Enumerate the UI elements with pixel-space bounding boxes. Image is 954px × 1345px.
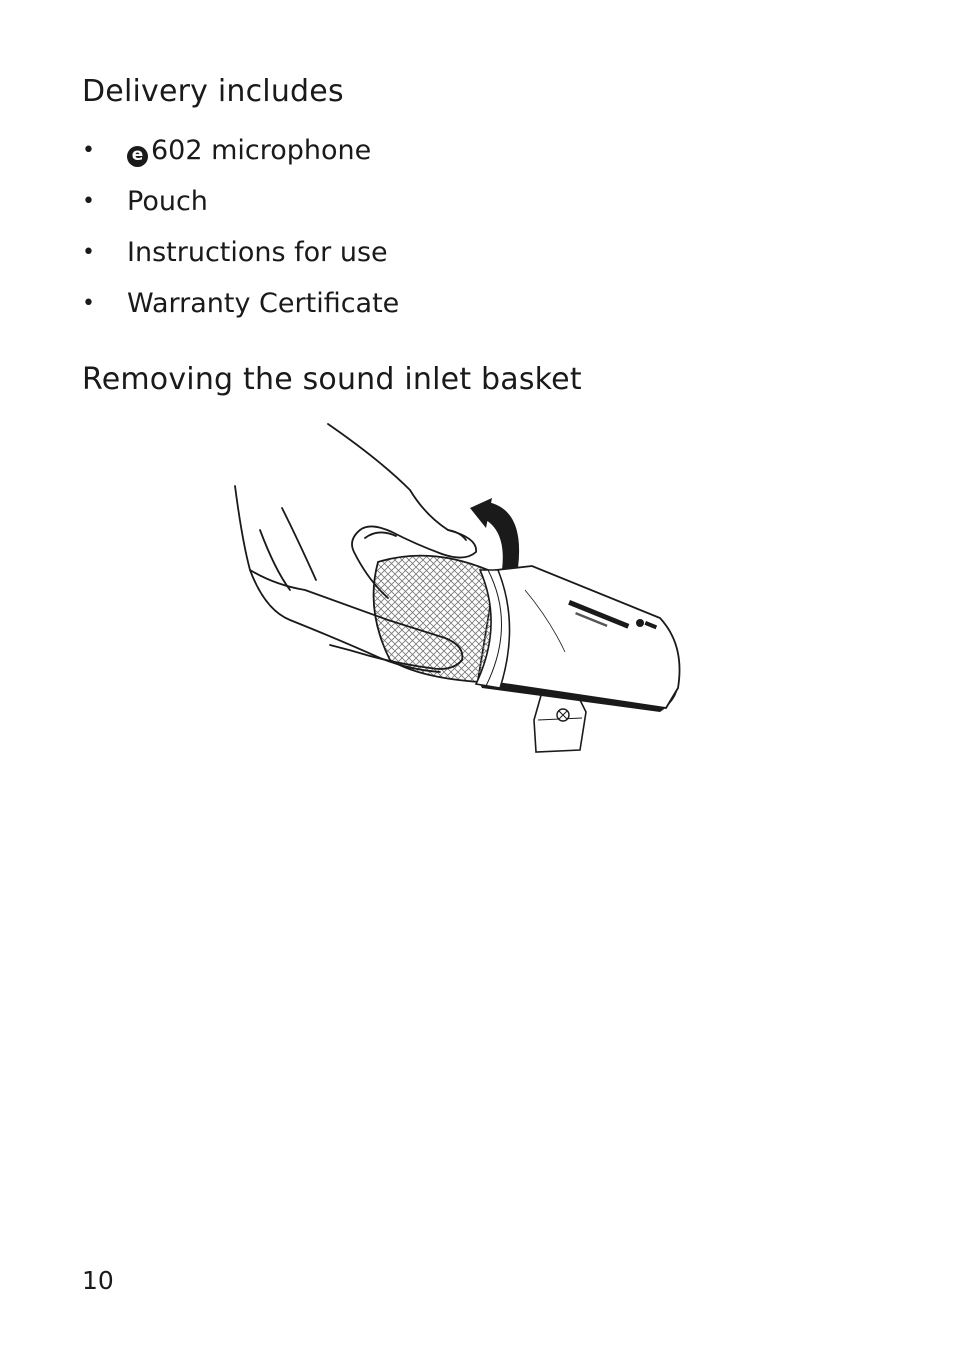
bullet-icon: •: [82, 291, 95, 316]
microphone-basket-removal-illustration: [220, 420, 700, 765]
list-item-text: Warranty Certificate: [127, 288, 400, 319]
bullet-icon: •: [82, 189, 95, 214]
mount-clip: [534, 692, 586, 752]
heading-removing-basket: Removing the sound inlet basket: [82, 362, 582, 397]
list-item: [82, 132, 399, 183]
rotate-arrow-icon: [470, 498, 519, 570]
evolution-logo-icon: e: [127, 146, 148, 167]
list-item-text: Instructions for use: [127, 237, 388, 268]
page-number: 10: [82, 1266, 114, 1295]
list-item-text: e 602 microphone: [127, 132, 371, 170]
bullet-icon: •: [82, 240, 95, 265]
heading-delivery-includes: Delivery includes: [82, 74, 344, 109]
list-item: [82, 234, 399, 285]
list-item: [82, 285, 399, 336]
list-item: [82, 183, 399, 234]
bullet-icon: •: [82, 138, 95, 163]
delivery-list: [82, 132, 399, 336]
list-item-text: Pouch: [127, 186, 208, 217]
